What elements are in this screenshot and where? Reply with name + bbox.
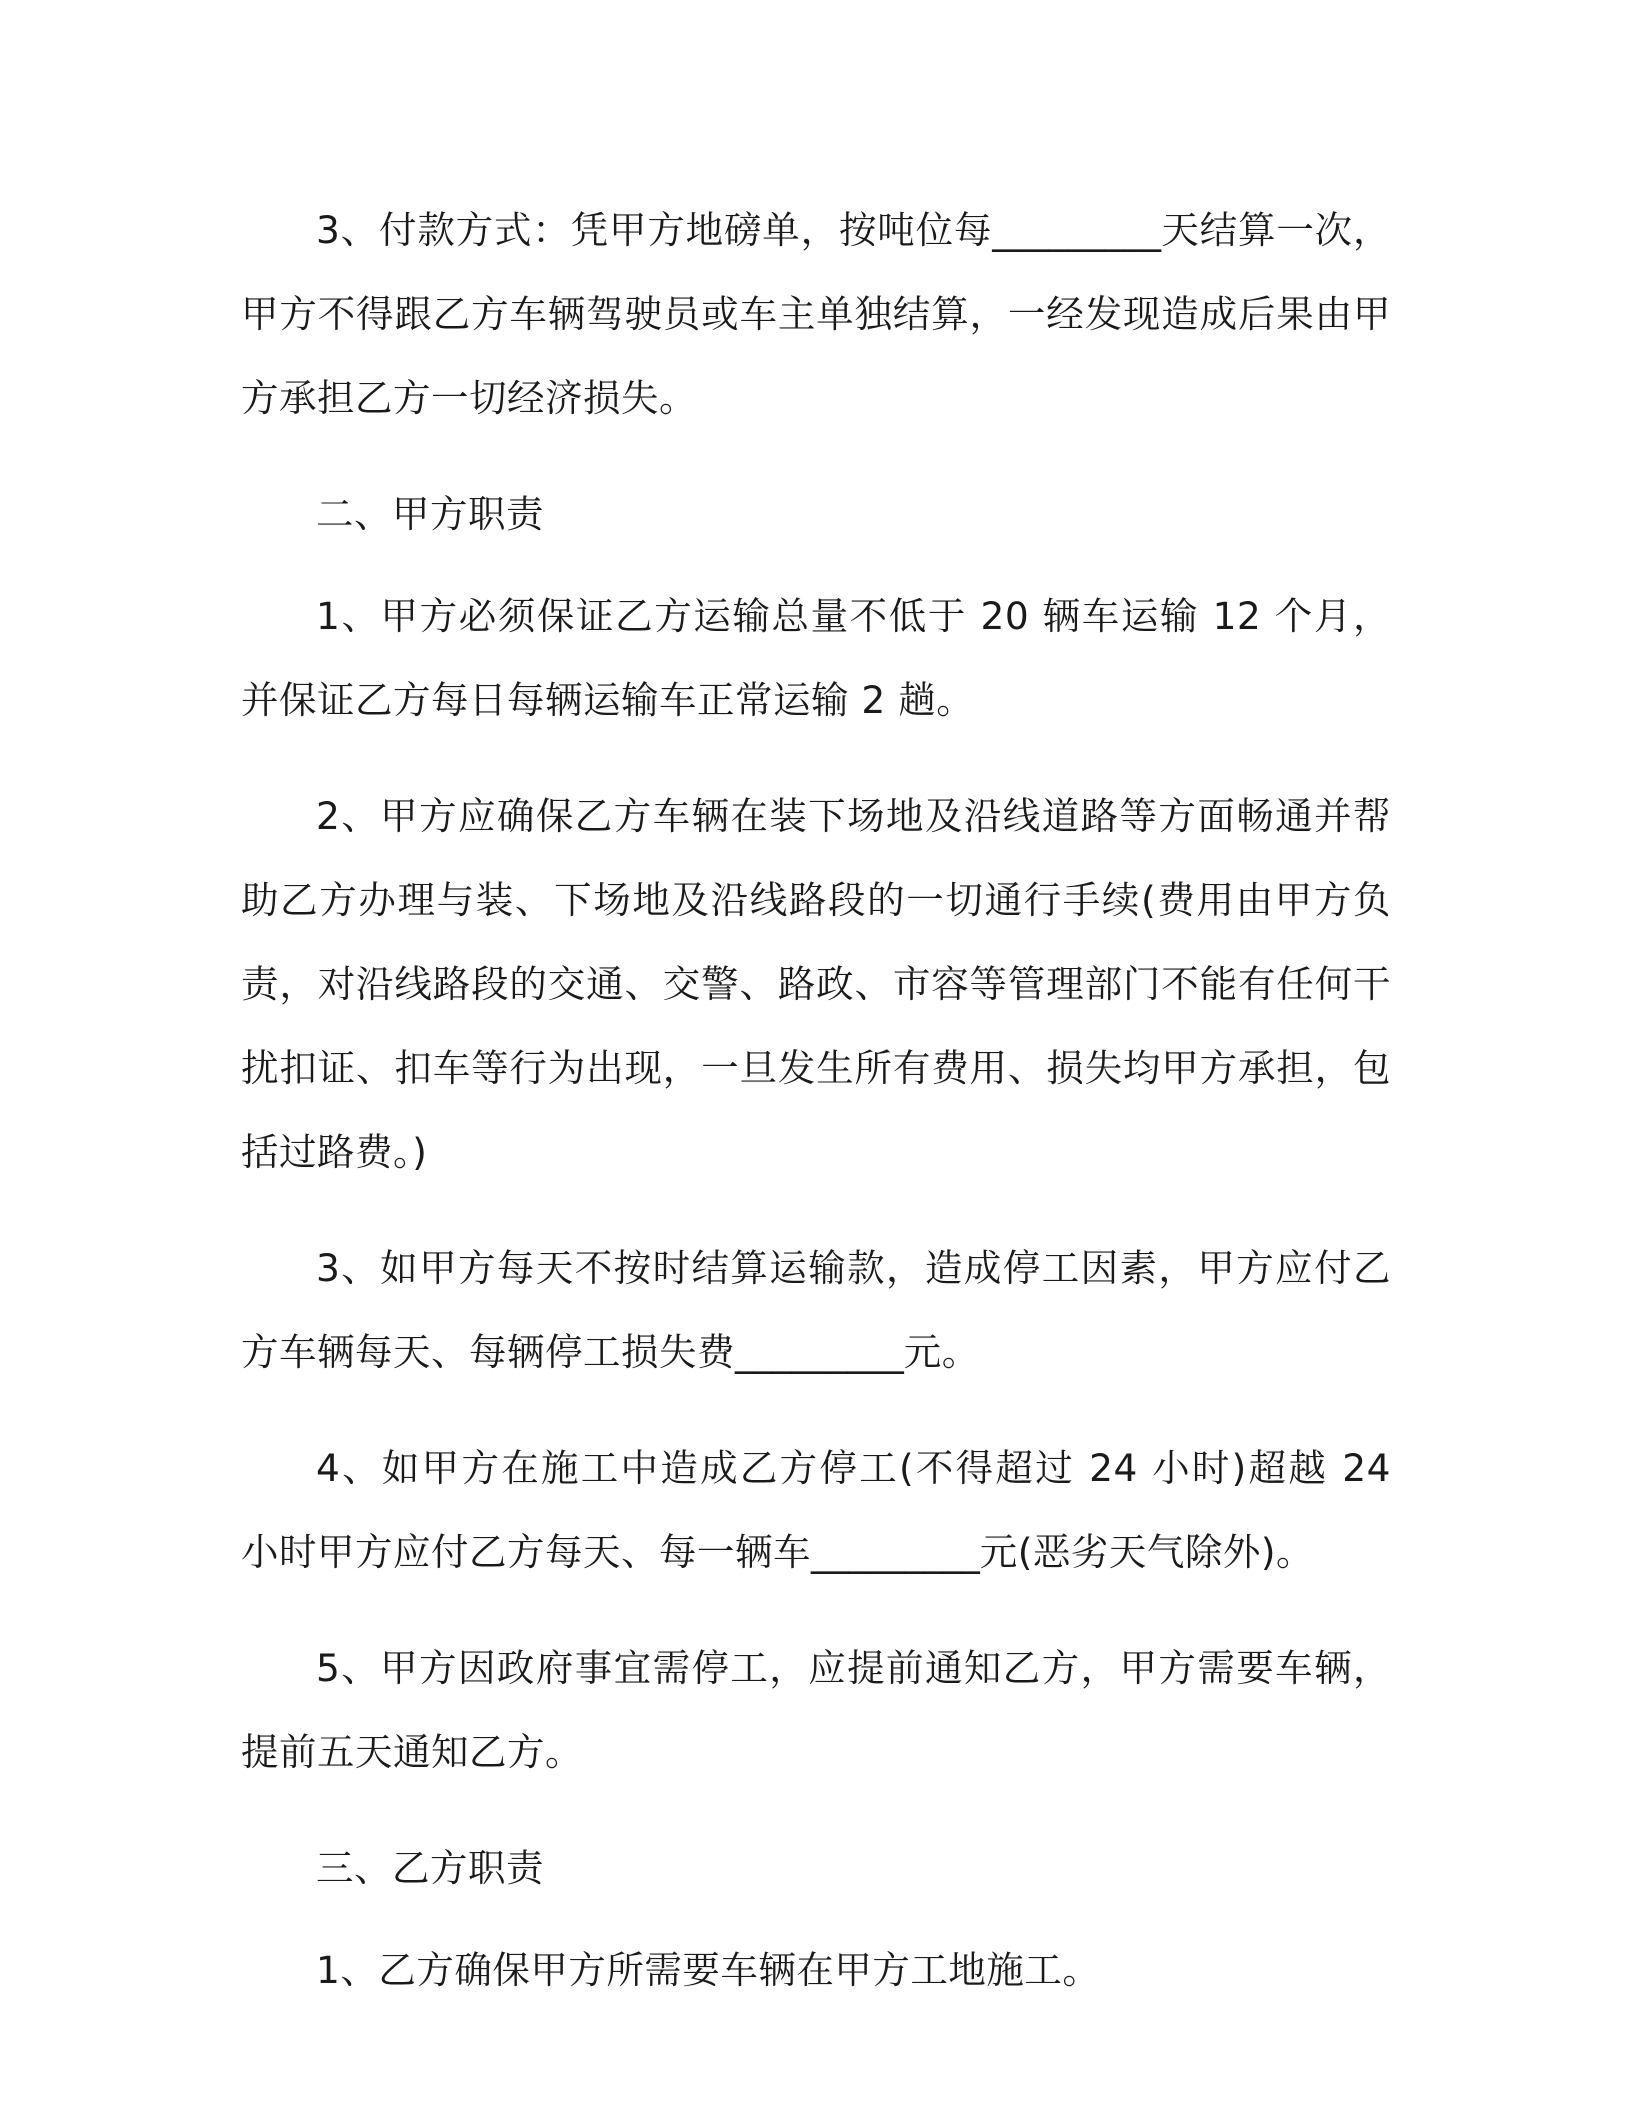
paragraph-party-a-duty-3	[241, 1226, 1391, 1394]
party-a-duty-3-text-2: 元。	[903, 1330, 980, 1374]
party-a-duty-4-text-2: 元(恶劣天气除外)。	[979, 1530, 1315, 1574]
section-heading-party-a-duties: 二、甲方职责	[316, 492, 544, 536]
party-a-duty-4-text-1: 4、如甲方在施工中造成乙方停工(不得超过 24 小时)超越 24 小时甲方应付乙方每天、每一辆车	[241, 1446, 1391, 1574]
paragraph-party-a-duty-4	[241, 1426, 1391, 1594]
paragraph-party-a-duty-1: 1、甲方必须保证乙方运输总量不低于 20 辆车运输 12 个月，并保证乙方每日每辆运输车正常运输 2 趟。	[241, 594, 1391, 722]
section-heading-party-b-duties: 三、乙方职责	[316, 1846, 544, 1890]
document-body	[241, 188, 1391, 2044]
paragraph-party-b-duty-1: 1、乙方确保甲方所需要车辆在甲方工地施工。	[316, 1948, 1101, 1992]
party-a-duty-3-text-1: 3、如甲方每天不按时结算运输款，造成停工因素，甲方应付乙方车辆每天、每辆停工损失费	[241, 1246, 1391, 1374]
paragraph-party-a-duty-2: 2、甲方应确保乙方车辆在装下场地及沿线道路等方面畅通并帮助乙方办理与装、下场地及沿线路段的一切通行手续(费用由甲方负责，对沿线路段的交通、交警、路政、市容等管理部门不能有任何干扰扣证、扣车等行为出现，一旦发生所有费用、损失均甲方承担，包括过路费。)	[241, 794, 1391, 1174]
payment-days-blank: _________	[992, 208, 1162, 252]
payment-method-text-1: 3、付款方式：凭甲方地磅单，按吨位每	[316, 208, 993, 252]
payment-method-text-2: 天结算一次，甲方不得跟乙方车辆驾驶员或车主单独结算，一经发现造成后果由甲方承担乙方一切经济损失。	[241, 208, 1392, 420]
stoppage-fee-blank: _________	[735, 1330, 904, 1374]
paragraph-party-a-duty-5: 5、甲方因政府事宜需停工，应提前通知乙方，甲方需要车辆，提前五天通知乙方。	[241, 1646, 1391, 1774]
per-vehicle-fee-blank: _________	[811, 1530, 980, 1574]
paragraph-payment-method	[241, 188, 1391, 440]
